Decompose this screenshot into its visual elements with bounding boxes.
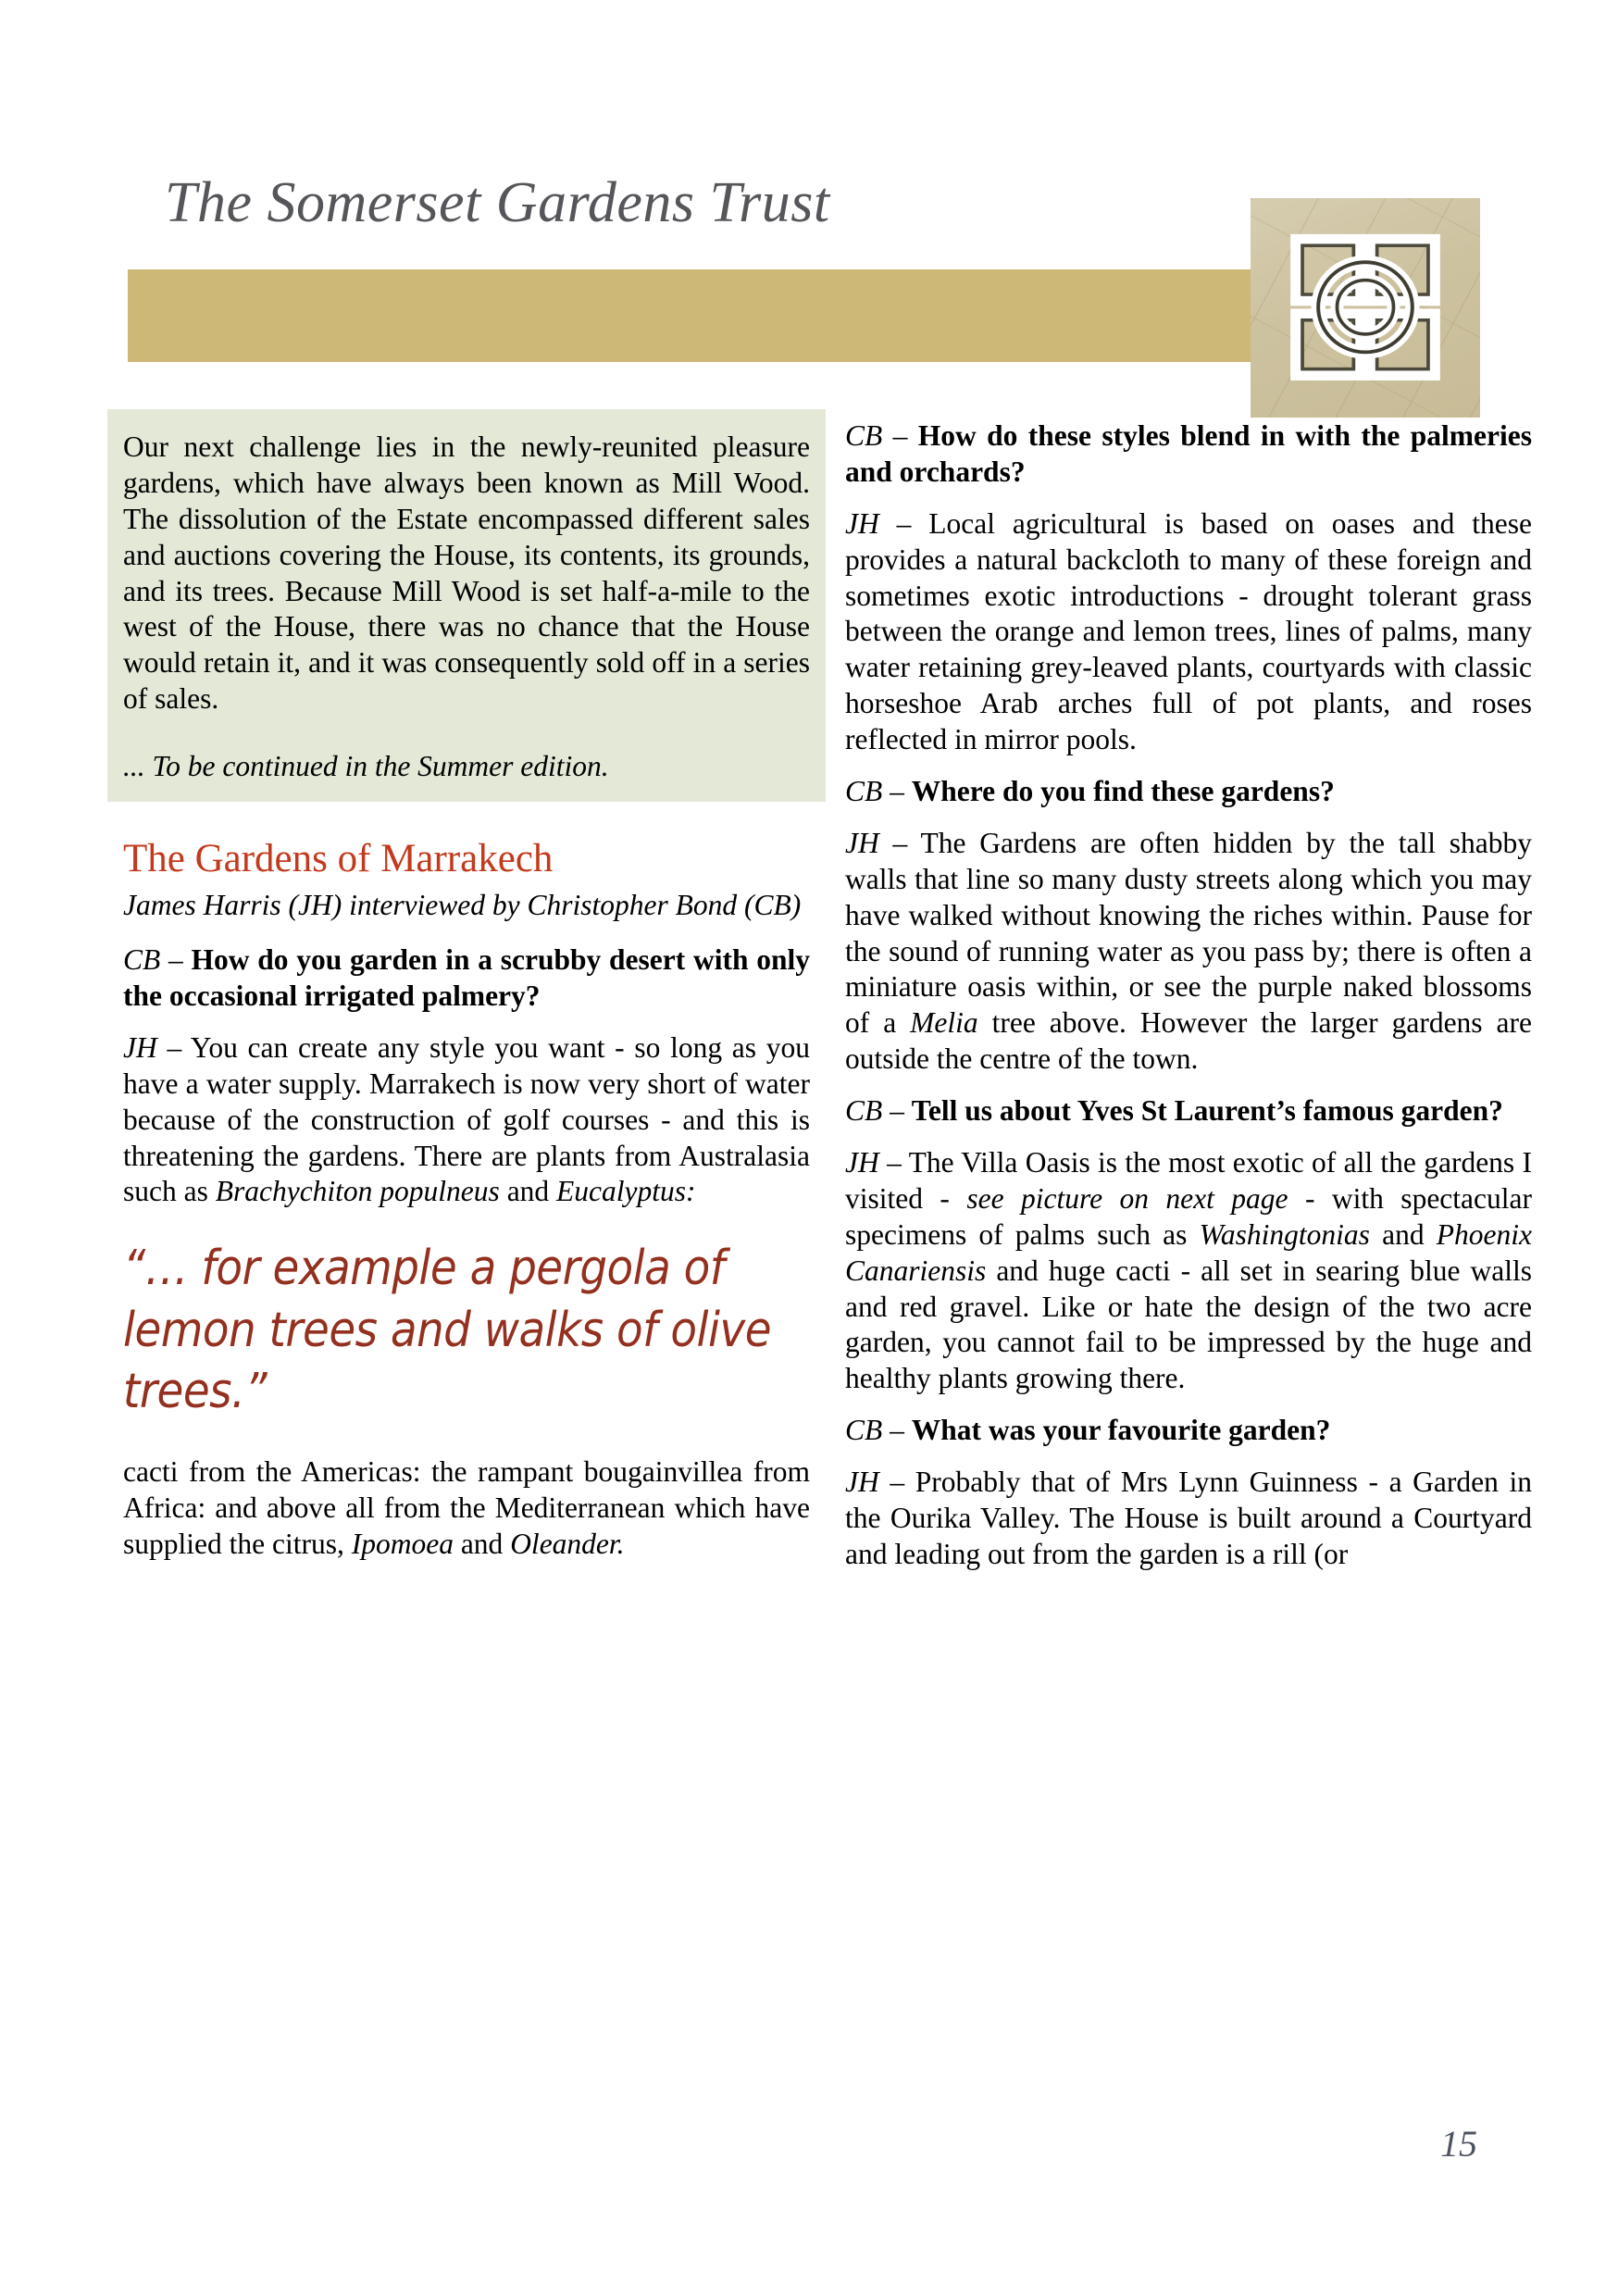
- qa-answer: [845, 506, 1532, 758]
- somerset-gardens-trust-logo-icon: [1251, 198, 1480, 418]
- closing-paragraph: [123, 1454, 810, 1563]
- qa-question: [845, 774, 1532, 810]
- speaker-dash: –: [890, 1466, 905, 1499]
- speaker-label: JH: [123, 1030, 157, 1064]
- page-number: 15: [1440, 2123, 1477, 2165]
- botanical-name: Eucalyptus:: [556, 1175, 696, 1208]
- question-text: What was your favourite garden?: [911, 1414, 1331, 1447]
- byline: James Harris (JH) interviewed by Christopher Bond (CB): [123, 889, 802, 922]
- closing-text: cacti from the Americas: the rampant bougainvillea from Africa: and above all from the Mediterranean which have supplied the citrus,: [123, 1454, 810, 1560]
- speaker-dash: –: [896, 506, 912, 540]
- qa-answer: [123, 1030, 810, 1210]
- answer-text-cont: - with spectacular specimens of palms such as: [845, 1181, 1532, 1251]
- qa-question: [845, 418, 1532, 491]
- speaker-label: CB: [123, 943, 161, 977]
- speaker-dash: –: [892, 419, 908, 452]
- speaker-dash: –: [887, 1146, 902, 1179]
- qa-question: [123, 942, 810, 1015]
- speaker-dash: –: [167, 1030, 182, 1064]
- answer-text: Local agricultural is based on oases and these provides a natural backcloth to many of these foreign and sometimes exotic introductions - drought tolerant grass between the orange and lemon trees, lines of palms, many water retaining grey-leaved plants, courtyards with classic horseshoe Arab arches full of pot plants, and roses reflected in mirror pools.: [845, 506, 1533, 756]
- answer-text-cont: tree above. However the larger gardens are outside the centre of the town.: [845, 1006, 1532, 1076]
- pull-quote: “… for example a pergola of lemon trees and walks of olive trees.”: [123, 1241, 771, 1420]
- speaker-dash: –: [892, 826, 908, 859]
- speaker-dash: –: [890, 775, 904, 808]
- speaker-label: JH: [845, 506, 879, 540]
- answer-text-cont: and huge cacti - all set in searing blue walls and red gravel. Like or hate the design of the two acre garden, you cannot fail to be impressed by the huge and healthy plants growing there.: [845, 1254, 1532, 1395]
- continued-article-box: [107, 409, 826, 802]
- botanical-name: Ipomoea: [351, 1527, 454, 1560]
- speaker-label: CB: [845, 419, 883, 452]
- page-title: The Somerset Gardens Trust: [165, 171, 830, 234]
- botanical-name: Oleander.: [510, 1527, 625, 1560]
- answer-text-cont: and: [499, 1175, 557, 1208]
- section-heading: The Gardens of Marrakech: [123, 837, 554, 881]
- answer-text: You can create any style you want - so long as you have a water supply. Marrakech is now very short of water because of the construction of golf courses - and this is threatening the gardens. There are plants from Australasia such as: [123, 1030, 810, 1208]
- masthead-gold-bar: [128, 269, 1251, 362]
- qa-question: [845, 1093, 1532, 1129]
- speaker-dash: –: [890, 1094, 904, 1128]
- answer-text: The Villa Oasis is the most exotic of all the gardens I visited -: [845, 1146, 1533, 1215]
- right-column: [845, 418, 1532, 1589]
- botanical-name: Washingtonias: [1199, 1217, 1370, 1251]
- continued-paragraph: Our next challenge lies in the newly-reunited pleasure gardens, which have always been known as Mill Wood. The dissolution of the Estate encompassed different sales and auctions covering the House, its contents, its grounds, and its trees. Because Mill Wood is set half-a-mile to the west of the House, there was no chance that the House would retain it, and it was consequently sold off in a series of sales.: [123, 430, 810, 716]
- speaker-label: JH: [845, 1146, 879, 1179]
- speaker-label: CB: [845, 1094, 883, 1128]
- qa-question: [845, 1413, 1532, 1449]
- cross-reference: see picture on next page: [966, 1181, 1288, 1215]
- botanical-name: Phoenix Canariensis: [845, 1217, 1532, 1287]
- continuation-note: ... To be continued in the Summer edition.: [123, 750, 609, 783]
- answer-text: The Gardens are often hidden by the tall shabby walls that line so many dusty streets along which you may have walked without knowing the riches within. Pause for the sound of running water as you pass by; there is often a miniature oasis within, or see the purple naked blossoms of a: [845, 826, 1532, 1040]
- speaker-label: JH: [845, 826, 879, 859]
- masthead: [0, 0, 1618, 435]
- speaker-label: CB: [845, 1414, 883, 1447]
- qa-answer: [845, 826, 1532, 1078]
- speaker-label: JH: [845, 1466, 879, 1499]
- speaker-label: CB: [845, 775, 883, 808]
- qa-answer: [845, 1145, 1532, 1397]
- botanical-name: Brachychiton populneus: [215, 1175, 500, 1208]
- question-text: Where do you find these gardens?: [911, 775, 1335, 808]
- speaker-dash: –: [890, 1414, 904, 1447]
- answer-text: Probably that of Mrs Lynn Guinness - a Garden in the Ourika Valley. The House is built around a Courtyard and leading out from the garden is a rill (or: [845, 1466, 1532, 1570]
- botanical-name: Melia: [910, 1006, 978, 1040]
- question-text: How do these styles blend in with the palmeries and orchards?: [845, 419, 1533, 488]
- left-column: [123, 418, 810, 1578]
- question-text: How do you garden in a scrubby desert with only the occasional irrigated palmery?: [123, 943, 811, 1012]
- speaker-dash: –: [168, 943, 183, 977]
- answer-text-cont: and: [1369, 1217, 1437, 1251]
- qa-answer: [845, 1465, 1532, 1573]
- closing-text-cont: and: [453, 1527, 511, 1560]
- question-text: Tell us about Yves St Laurent’s famous garden?: [911, 1094, 1503, 1128]
